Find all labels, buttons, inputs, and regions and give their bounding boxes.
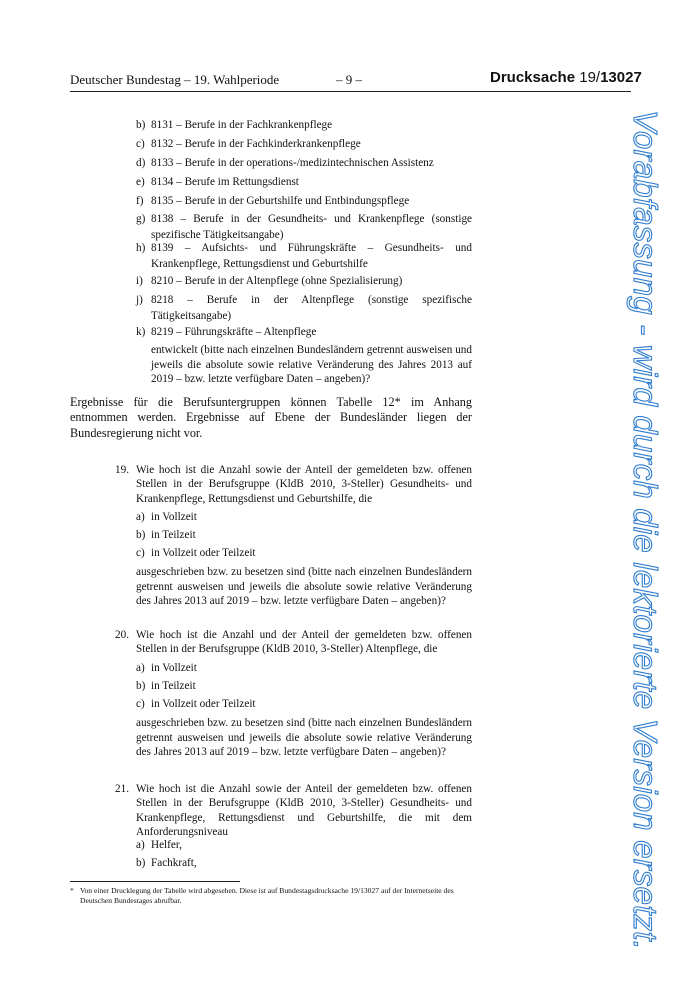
question-sub-item bbox=[136, 661, 472, 675]
list-item-text: 8131 – Berufe in der Fachkrankenpflege bbox=[151, 119, 333, 131]
question-19 bbox=[115, 463, 472, 506]
list-item-text: 8132 – Berufe in der Fachkinderkrankenpflege bbox=[151, 138, 361, 150]
list-item-label: k) bbox=[136, 326, 146, 338]
question-sub-item bbox=[136, 679, 472, 693]
sub-text: in Vollzeit oder Teilzeit bbox=[151, 547, 256, 559]
list-item bbox=[136, 118, 472, 134]
sub-text: Helfer, bbox=[151, 839, 182, 851]
document-number bbox=[490, 70, 642, 86]
list-item bbox=[136, 293, 472, 324]
footnote-mark: * bbox=[70, 886, 74, 895]
list-item bbox=[136, 175, 472, 191]
sub-label: a) bbox=[136, 662, 145, 674]
footnote-rule bbox=[70, 881, 240, 882]
question-text: Wie hoch ist die Anzahl sowie der Anteil der gemeldeten bzw. offenen Stellen in der Berufsgruppe (KldB 2010, 3-Steller) Gesundheits- und Krankenpflege, Rettungsdienst und Geburtshilfe, die bbox=[136, 464, 472, 505]
list-tail: entwickelt (bitte nach einzelnen Bundesländern getrennt ausweisen und jeweils die absolute sowie relative Veränderung des Jahres 2013 auf 2019 – bzw. letzte verfügbare Daten – angeben)? bbox=[151, 344, 472, 385]
sub-label: b) bbox=[136, 680, 146, 692]
question-text: Wie hoch ist die Anzahl sowie der Anteil der gemeldeten bzw. offenen Stellen in der Berufsgruppe (KldB 2010, 3-Steller) Gesundheits- und Krankenpflege, Rettungsdienst und Geburtshilfe, die mit dem Anforderungsniveau bbox=[136, 783, 472, 839]
question-sub-item bbox=[136, 838, 472, 852]
list-item-label: i) bbox=[136, 275, 143, 287]
sub-text: in Vollzeit bbox=[151, 511, 197, 523]
list-item-label: j) bbox=[136, 294, 143, 306]
list-item-text: 8218 – Berufe in der Altenpflege (sonstige spezifische Tätigkeitsangabe) bbox=[151, 294, 472, 322]
list-item-label: e) bbox=[136, 176, 145, 188]
sub-label: a) bbox=[136, 839, 145, 851]
question-number: 19. bbox=[115, 464, 129, 476]
sub-label: b) bbox=[136, 529, 146, 541]
sub-text: in Teilzeit bbox=[151, 680, 196, 692]
list-item bbox=[136, 156, 472, 172]
list-item-text: 8134 – Berufe im Rettungsdienst bbox=[151, 176, 299, 188]
page-number: – 9 – bbox=[336, 72, 362, 87]
answer-paragraph: Ergebnisse für die Berufsuntergruppen können Tabelle 12* im Anhang entnommen werden. Ergebnisse auf Ebene der Bundesländer liegen der Bundesregierung nicht vor. bbox=[70, 395, 472, 440]
sub-label: b) bbox=[136, 857, 146, 869]
list-item-label: h) bbox=[136, 242, 146, 254]
list-item-label: b) bbox=[136, 119, 146, 131]
list-item-label: f) bbox=[136, 195, 144, 207]
document-label: Drucksache bbox=[490, 69, 576, 86]
list-item bbox=[136, 274, 472, 290]
question-tail: ausgeschrieben bzw. zu besetzen sind (bitte nach einzelnen Bundesländern getrennt ausweisen und jeweils die absolute sowie relative Veränderung des Jahres 2013 auf 2019 – bzw. letzte verfügbare Daten – angeben)? bbox=[136, 566, 472, 607]
list-item bbox=[136, 194, 472, 210]
list-item bbox=[136, 241, 472, 272]
question-sub-item bbox=[136, 546, 472, 560]
question-text: Wie hoch ist die Anzahl und der Anteil der gemeldeten bzw. offenen Stellen in der Berufsgruppe (KldB 2010, 3-Steller) Altenpflege, die bbox=[136, 629, 472, 656]
list-item-label: g) bbox=[136, 213, 146, 225]
footnote bbox=[70, 886, 480, 906]
sub-label: c) bbox=[136, 547, 145, 559]
document-number-value bbox=[579, 69, 642, 86]
header-rule bbox=[70, 91, 631, 92]
list-item-text: 8139 – Aufsichts- und Führungskräfte – Gesundheits- und Krankenpflege, Rettungsdienst und Geburtshilfe bbox=[151, 242, 472, 270]
sub-label: a) bbox=[136, 511, 145, 523]
question-20 bbox=[115, 628, 472, 657]
list-item-label: d) bbox=[136, 157, 146, 169]
sub-text: in Vollzeit bbox=[151, 662, 197, 674]
question-sub-item bbox=[136, 510, 472, 524]
question-number: 20. bbox=[115, 629, 129, 641]
question-21 bbox=[115, 782, 472, 840]
question-sub-item bbox=[136, 856, 472, 870]
sub-label: c) bbox=[136, 698, 145, 710]
list-item-text: 8135 – Berufe in der Geburtshilfe und Entbindungspflege bbox=[151, 195, 410, 207]
header-left: Deutscher Bundestag – 19. Wahlperiode bbox=[70, 72, 280, 87]
draft-watermark: Vorabfassung - wird durch die lektorierte Version ersetzt. bbox=[627, 110, 664, 951]
list-item-text: 8219 – Führungskräfte – Altenpflege bbox=[151, 326, 317, 338]
sub-text: Fachkraft, bbox=[151, 857, 197, 869]
question-tail: ausgeschrieben bzw. zu besetzen sind (bitte nach einzelnen Bundesländern getrennt ausweisen und jeweils die absolute sowie relative Veränderung des Jahres 2013 auf 2019 – bzw. letzte verfügbare Daten – angeben)? bbox=[136, 717, 472, 758]
question-sub-item bbox=[136, 697, 472, 711]
list-item-text: 8210 – Berufe in der Altenpflege (ohne Spezialisierung) bbox=[151, 275, 403, 287]
list-item-text: 8133 – Berufe in der operations-/medizintechnischen Assistenz bbox=[151, 157, 434, 169]
list-item-label: c) bbox=[136, 138, 145, 150]
list-item bbox=[136, 325, 472, 341]
document-number-prefix: 19/ bbox=[579, 69, 601, 86]
question-sub-item bbox=[136, 528, 472, 542]
footnote-text: Von einer Drucklegung der Tabelle wird abgesehen. Diese ist auf Bundestagsdrucksache 19/13027 auf der Internetseite des Deutschen Bundestages abrufbar. bbox=[80, 886, 454, 905]
document-number-bold: 13027 bbox=[600, 69, 642, 86]
list-item bbox=[136, 212, 472, 243]
list-item-text: 8138 – Berufe in der Gesundheits- und Krankenpflege (sonstige spezifische Tätigkeitsangabe) bbox=[151, 213, 472, 241]
sub-text: in Teilzeit bbox=[151, 529, 196, 541]
list-item bbox=[136, 137, 472, 153]
sub-text: in Vollzeit oder Teilzeit bbox=[151, 698, 256, 710]
question-number: 21. bbox=[115, 783, 129, 795]
